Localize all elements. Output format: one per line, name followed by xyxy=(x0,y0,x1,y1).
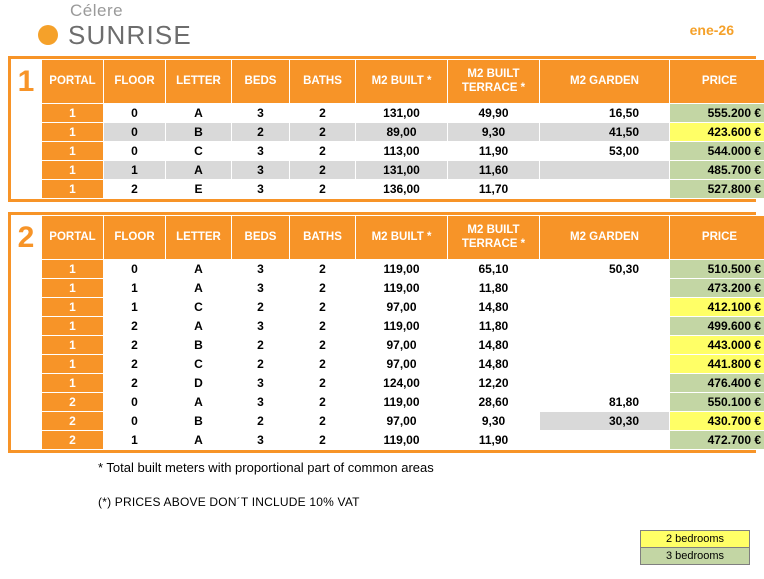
cell-portal: 1 xyxy=(42,317,104,336)
brand-dot-icon xyxy=(38,25,58,45)
cell-m2-built: 124,00 xyxy=(356,374,448,393)
cell-m2-terrace: 14,80 xyxy=(448,298,540,317)
table-row xyxy=(42,336,764,355)
cell-m2-built: 97,00 xyxy=(356,355,448,374)
cell-letter: C xyxy=(166,142,232,161)
header-floor: FLOOR xyxy=(104,60,166,104)
cell-baths: 2 xyxy=(290,104,356,123)
cell-m2-built: 119,00 xyxy=(356,260,448,279)
block-number-2: 2 xyxy=(11,215,41,450)
cell-beds: 3 xyxy=(232,279,290,298)
cell-beds: 2 xyxy=(232,123,290,142)
cell-baths: 2 xyxy=(290,393,356,412)
cell-beds: 3 xyxy=(232,393,290,412)
cell-beds: 2 xyxy=(232,336,290,355)
header-baths: BATHS xyxy=(290,60,356,104)
cell-floor: 1 xyxy=(104,298,166,317)
cell-m2-terrace: 11,60 xyxy=(448,161,540,180)
table-row xyxy=(42,180,764,199)
cell-beds: 2 xyxy=(232,412,290,431)
building-block-1 xyxy=(8,56,761,202)
table-row xyxy=(42,412,764,431)
cell-m2-built: 119,00 xyxy=(356,431,448,450)
cell-price: 499.600 € xyxy=(670,317,764,336)
cell-floor: 1 xyxy=(104,161,166,180)
brand-logo xyxy=(38,2,192,48)
cell-m2-built: 131,00 xyxy=(356,161,448,180)
header-price: PRICE xyxy=(670,60,764,104)
cell-beds: 3 xyxy=(232,374,290,393)
date-label: ene-26 xyxy=(689,22,734,38)
cell-m2-built: 97,00 xyxy=(356,298,448,317)
table-row xyxy=(42,279,764,298)
cell-m2-garden xyxy=(540,355,670,374)
header-letter: LETTER xyxy=(166,60,232,104)
cell-m2-garden: 16,50 xyxy=(540,104,670,123)
table-row xyxy=(42,260,764,279)
cell-portal: 1 xyxy=(42,142,104,161)
table-row xyxy=(42,123,764,142)
cell-portal: 1 xyxy=(42,298,104,317)
cell-floor: 1 xyxy=(104,279,166,298)
price-table-block-2 xyxy=(41,215,764,450)
cell-price: 485.700 € xyxy=(670,161,764,180)
cell-letter: A xyxy=(166,393,232,412)
brand-sunrise-row xyxy=(38,22,192,48)
cell-m2-terrace: 11,70 xyxy=(448,180,540,199)
cell-portal: 1 xyxy=(42,279,104,298)
header-m2-garden: M2 GARDEN xyxy=(540,216,670,260)
header-terrace-line1: M2 BUILT xyxy=(467,224,520,237)
cell-floor: 2 xyxy=(104,317,166,336)
cell-floor: 0 xyxy=(104,142,166,161)
cell-m2-terrace: 14,80 xyxy=(448,355,540,374)
cell-letter: A xyxy=(166,161,232,180)
cell-price: 423.600 € xyxy=(670,123,764,142)
cell-baths: 2 xyxy=(290,180,356,199)
header-beds: BEDS xyxy=(232,216,290,260)
cell-m2-terrace: 28,60 xyxy=(448,393,540,412)
table-row xyxy=(42,104,764,123)
cell-baths: 2 xyxy=(290,279,356,298)
cell-letter: B xyxy=(166,123,232,142)
cell-m2-terrace: 11,90 xyxy=(448,142,540,161)
header-price: PRICE xyxy=(670,216,764,260)
cell-baths: 2 xyxy=(290,298,356,317)
cell-letter: E xyxy=(166,180,232,199)
cell-baths: 2 xyxy=(290,260,356,279)
cell-price: 472.700 € xyxy=(670,431,764,450)
cell-baths: 2 xyxy=(290,336,356,355)
header-terrace-line2: TERRACE * xyxy=(461,81,526,94)
cell-floor: 0 xyxy=(104,412,166,431)
cell-letter: A xyxy=(166,317,232,336)
cell-m2-built: 119,00 xyxy=(356,279,448,298)
cell-m2-garden xyxy=(540,431,670,450)
cell-floor: 0 xyxy=(104,123,166,142)
legend xyxy=(640,530,750,565)
table-body-block-1 xyxy=(42,104,764,199)
cell-portal: 1 xyxy=(42,374,104,393)
brand-sunrise-text: SUNRISE xyxy=(68,20,192,50)
cell-m2-garden: 30,30 xyxy=(540,412,670,431)
cell-baths: 2 xyxy=(290,317,356,336)
cell-m2-built: 131,00 xyxy=(356,104,448,123)
cell-price: 544.000 € xyxy=(670,142,764,161)
cell-m2-garden xyxy=(540,180,670,199)
cell-m2-terrace: 14,80 xyxy=(448,336,540,355)
cell-price: 527.800 € xyxy=(670,180,764,199)
cell-m2-terrace: 9,30 xyxy=(448,412,540,431)
cell-floor: 2 xyxy=(104,336,166,355)
cell-m2-terrace: 11,80 xyxy=(448,279,540,298)
cell-floor: 2 xyxy=(104,374,166,393)
header-m2-built: M2 BUILT * xyxy=(356,216,448,260)
cell-m2-garden xyxy=(540,374,670,393)
cell-floor: 0 xyxy=(104,260,166,279)
cell-beds: 3 xyxy=(232,317,290,336)
footnote-built-meters: * Total built meters with proportional part of common areas xyxy=(98,460,434,475)
cell-portal: 1 xyxy=(42,180,104,199)
header-m2-built-terrace xyxy=(448,216,540,260)
cell-beds: 3 xyxy=(232,431,290,450)
cell-baths: 2 xyxy=(290,355,356,374)
cell-price: 443.000 € xyxy=(670,336,764,355)
cell-floor: 0 xyxy=(104,393,166,412)
header-letter: LETTER xyxy=(166,216,232,260)
cell-m2-built: 89,00 xyxy=(356,123,448,142)
table-header-row xyxy=(42,60,764,104)
cell-letter: A xyxy=(166,260,232,279)
header-terrace-line2: TERRACE * xyxy=(461,237,526,250)
cell-m2-terrace: 49,90 xyxy=(448,104,540,123)
legend-3-bedrooms: 3 bedrooms xyxy=(640,548,750,565)
cell-beds: 3 xyxy=(232,142,290,161)
cell-baths: 2 xyxy=(290,374,356,393)
cell-portal: 1 xyxy=(42,161,104,180)
cell-floor: 0 xyxy=(104,104,166,123)
table-row xyxy=(42,317,764,336)
cell-m2-built: 119,00 xyxy=(356,317,448,336)
header-portal: PORTAL xyxy=(42,216,104,260)
cell-portal: 1 xyxy=(42,355,104,374)
cell-letter: B xyxy=(166,412,232,431)
table-row xyxy=(42,374,764,393)
cell-m2-terrace: 11,90 xyxy=(448,431,540,450)
cell-price: 550.100 € xyxy=(670,393,764,412)
cell-m2-built: 136,00 xyxy=(356,180,448,199)
cell-m2-built: 97,00 xyxy=(356,336,448,355)
header-beds: BEDS xyxy=(232,60,290,104)
cell-baths: 2 xyxy=(290,431,356,450)
cell-baths: 2 xyxy=(290,161,356,180)
cell-m2-garden: 50,30 xyxy=(540,260,670,279)
block-number-1: 1 xyxy=(11,59,41,199)
brand-celere-text: Célere xyxy=(70,1,124,20)
cell-m2-garden: 81,80 xyxy=(540,393,670,412)
cell-portal: 1 xyxy=(42,260,104,279)
cell-m2-garden: 41,50 xyxy=(540,123,670,142)
legend-2-bedrooms: 2 bedrooms xyxy=(640,530,750,548)
header-baths: BATHS xyxy=(290,216,356,260)
cell-letter: B xyxy=(166,336,232,355)
header-m2-built-terrace xyxy=(448,60,540,104)
cell-beds: 2 xyxy=(232,355,290,374)
table-row xyxy=(42,298,764,317)
cell-letter: C xyxy=(166,298,232,317)
cell-letter: D xyxy=(166,374,232,393)
cell-portal: 1 xyxy=(42,123,104,142)
cell-m2-garden: 53,00 xyxy=(540,142,670,161)
cell-baths: 2 xyxy=(290,142,356,161)
cell-baths: 2 xyxy=(290,123,356,142)
cell-floor: 2 xyxy=(104,355,166,374)
cell-m2-garden xyxy=(540,317,670,336)
cell-m2-terrace: 65,10 xyxy=(448,260,540,279)
vat-note: (*) PRICES ABOVE DON´T INCLUDE 10% VAT xyxy=(98,495,360,509)
header-m2-garden: M2 GARDEN xyxy=(540,60,670,104)
header-m2-built: M2 BUILT * xyxy=(356,60,448,104)
cell-m2-terrace: 11,80 xyxy=(448,317,540,336)
cell-beds: 3 xyxy=(232,161,290,180)
cell-letter: A xyxy=(166,104,232,123)
table-row xyxy=(42,355,764,374)
cell-m2-garden xyxy=(540,336,670,355)
cell-price: 473.200 € xyxy=(670,279,764,298)
cell-price: 430.700 € xyxy=(670,412,764,431)
table-header-row xyxy=(42,216,764,260)
price-table-block-1 xyxy=(41,59,764,199)
cell-price: 441.800 € xyxy=(670,355,764,374)
cell-letter: A xyxy=(166,279,232,298)
table-row xyxy=(42,393,764,412)
cell-beds: 3 xyxy=(232,104,290,123)
cell-price: 412.100 € xyxy=(670,298,764,317)
header-portal: PORTAL xyxy=(42,60,104,104)
cell-price: 476.400 € xyxy=(670,374,764,393)
cell-beds: 3 xyxy=(232,180,290,199)
header-floor: FLOOR xyxy=(104,216,166,260)
table-row xyxy=(42,431,764,450)
cell-letter: A xyxy=(166,431,232,450)
cell-m2-built: 97,00 xyxy=(356,412,448,431)
cell-m2-terrace: 12,20 xyxy=(448,374,540,393)
cell-portal: 1 xyxy=(42,104,104,123)
cell-letter: C xyxy=(166,355,232,374)
cell-price: 555.200 € xyxy=(670,104,764,123)
cell-price: 510.500 € xyxy=(670,260,764,279)
header-terrace-line1: M2 BUILT xyxy=(467,68,520,81)
cell-portal: 2 xyxy=(42,412,104,431)
cell-m2-terrace: 9,30 xyxy=(448,123,540,142)
cell-beds: 3 xyxy=(232,260,290,279)
cell-baths: 2 xyxy=(290,412,356,431)
cell-m2-garden xyxy=(540,298,670,317)
cell-beds: 2 xyxy=(232,298,290,317)
cell-m2-built: 113,00 xyxy=(356,142,448,161)
cell-m2-garden xyxy=(540,161,670,180)
table-body-block-2 xyxy=(42,260,764,450)
cell-portal: 1 xyxy=(42,336,104,355)
table-row xyxy=(42,142,764,161)
page-header xyxy=(0,0,764,56)
cell-m2-built: 119,00 xyxy=(356,393,448,412)
building-block-2 xyxy=(8,212,761,453)
cell-floor: 1 xyxy=(104,431,166,450)
table-row xyxy=(42,161,764,180)
cell-floor: 2 xyxy=(104,180,166,199)
cell-m2-garden xyxy=(540,279,670,298)
cell-portal: 2 xyxy=(42,393,104,412)
cell-portal: 2 xyxy=(42,431,104,450)
